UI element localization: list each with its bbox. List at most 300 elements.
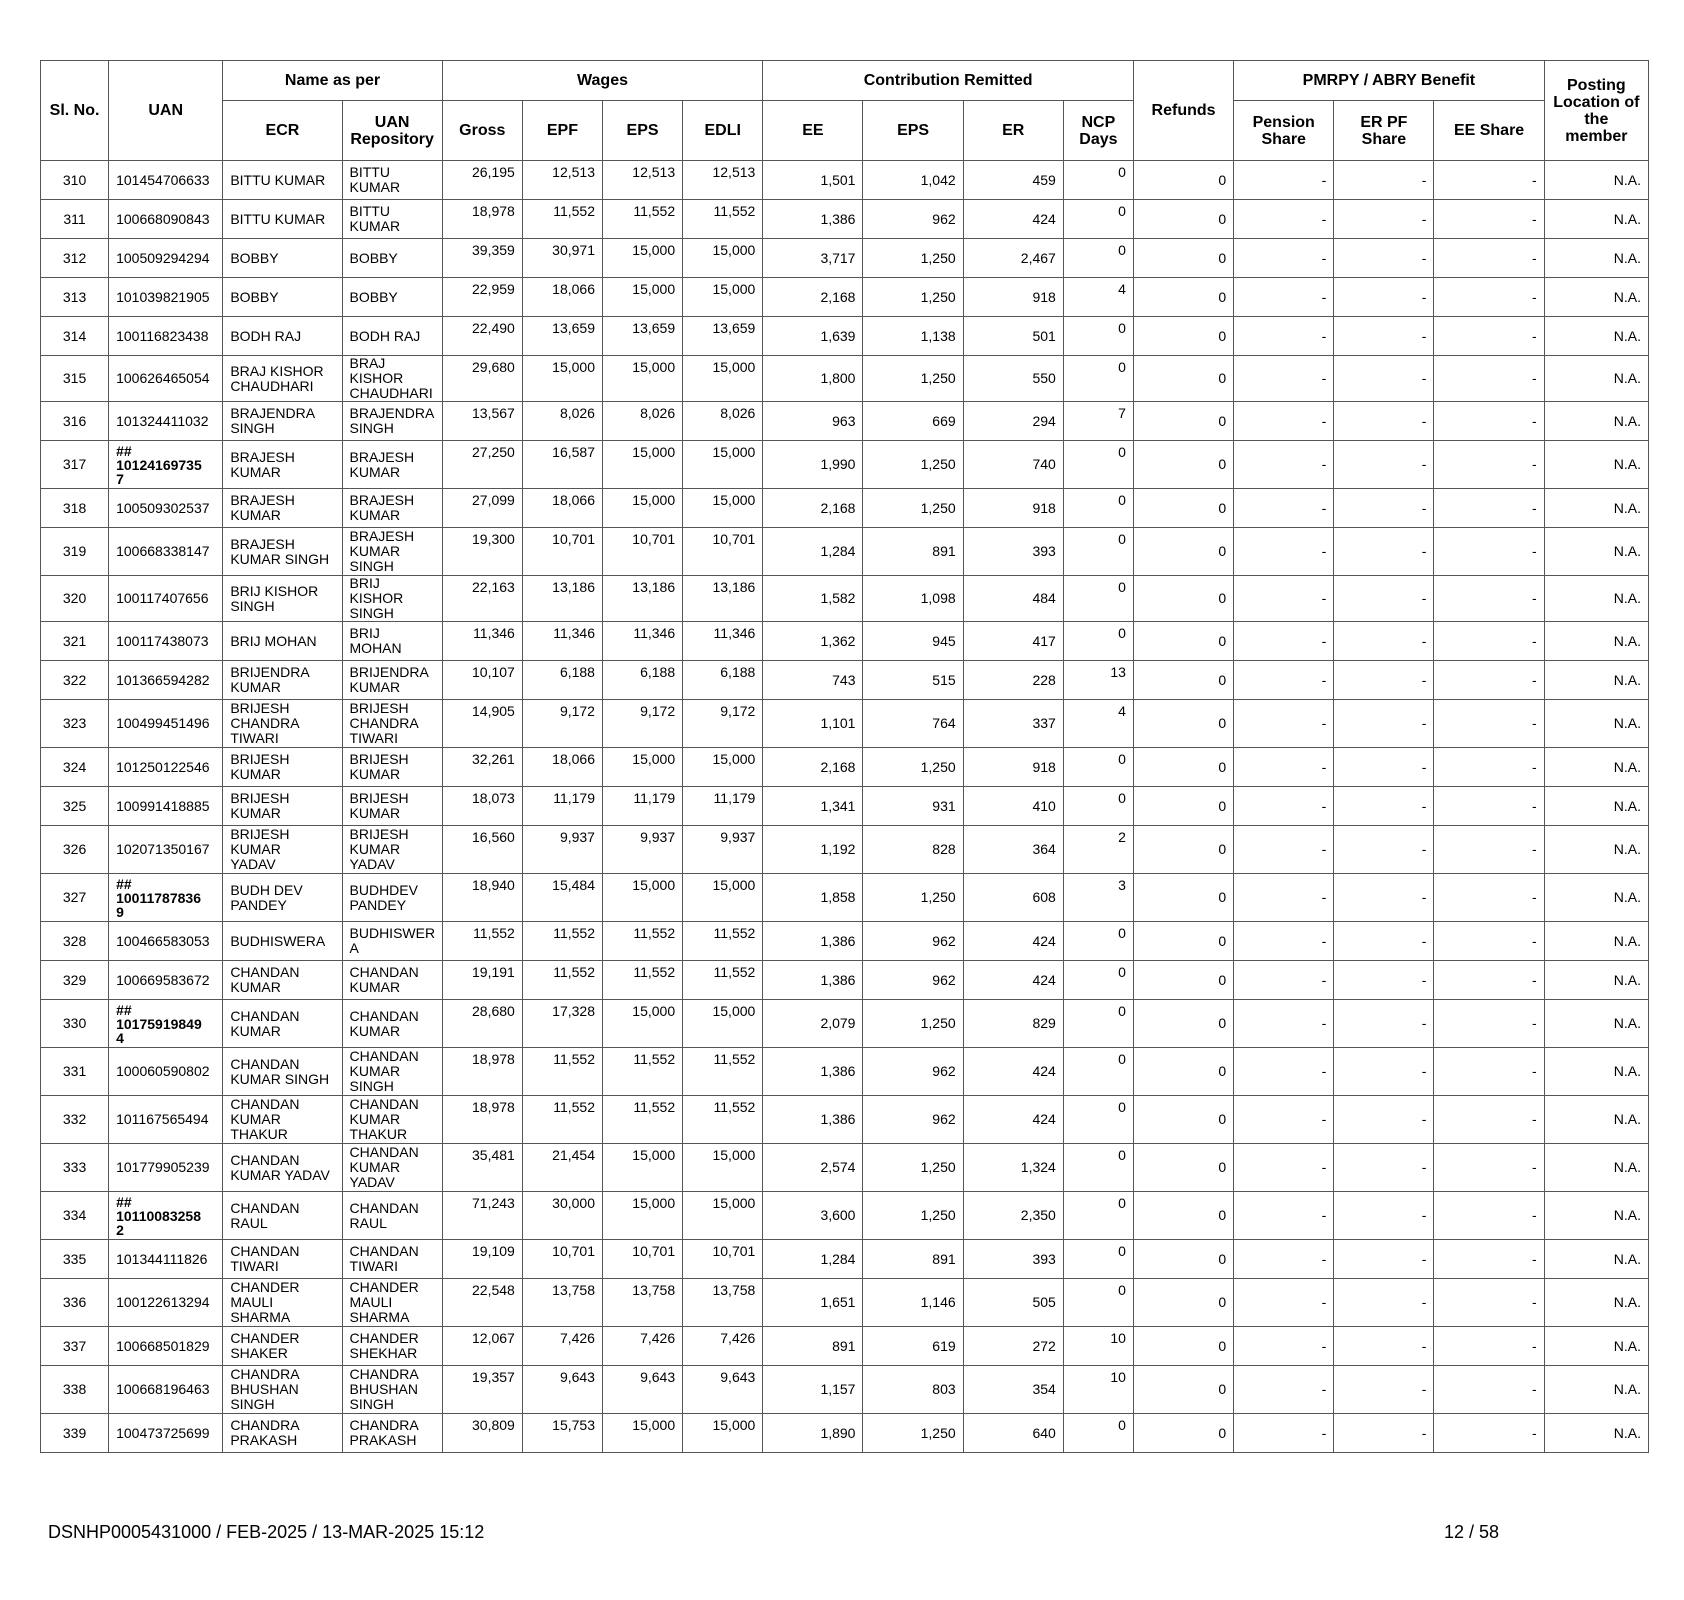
cell-uan-repository-name: BRIJESH KUMAR xyxy=(342,748,442,787)
cell-eps-contribution: 828 xyxy=(863,826,963,874)
cell-ecr-name: BRAJESH KUMAR SINGH xyxy=(223,528,342,576)
cell-pension-share: - xyxy=(1234,748,1334,787)
cell-uan-repository-name: CHANDER SHEKHAR xyxy=(342,1327,442,1366)
cell-eps-wages: 15,000 xyxy=(602,489,682,528)
cell-uan: 100060590802 xyxy=(109,1048,223,1096)
cell-gross-wages: 18,978 xyxy=(442,1048,522,1096)
document-reference: DSNHP0005431000 / FEB-2025 / 13-MAR-2025 15:12 xyxy=(48,1522,485,1542)
cell-uan: 102071350167 xyxy=(109,826,223,874)
cell-er-pf-share: - xyxy=(1334,576,1434,622)
header-ecr: ECR xyxy=(223,101,342,161)
table-row xyxy=(41,1192,1649,1240)
table-row xyxy=(41,278,1649,317)
cell-posting-location: N.A. xyxy=(1544,1366,1648,1414)
cell-eps-wages: 15,000 xyxy=(602,1000,682,1048)
cell-epf-wages: 18,066 xyxy=(522,748,602,787)
cell-ecr-name: BUDH DEV PANDEY xyxy=(223,874,342,922)
cell-ee-share: - xyxy=(1434,622,1544,661)
cell-ee-share: - xyxy=(1434,1048,1544,1096)
cell-ecr-name: BRIJESH CHANDRA TIWARI xyxy=(223,700,342,748)
cell-eps-contribution: 962 xyxy=(863,1096,963,1144)
cell-eps-contribution: 962 xyxy=(863,922,963,961)
cell-pension-share: - xyxy=(1234,489,1334,528)
cell-eps-contribution: 1,138 xyxy=(863,317,963,356)
cell-posting-location: N.A. xyxy=(1544,826,1648,874)
cell-sl-no: 320 xyxy=(41,576,109,622)
cell-er-pf-share: - xyxy=(1334,402,1434,441)
cell-uan-repository-name: BRIJENDRA KUMAR xyxy=(342,661,442,700)
cell-er-pf-share: - xyxy=(1334,441,1434,489)
cell-ee: 2,079 xyxy=(763,1000,863,1048)
cell-gross-wages: 11,346 xyxy=(442,622,522,661)
cell-edli-wages: 15,000 xyxy=(683,1144,763,1192)
cell-gross-wages: 19,300 xyxy=(442,528,522,576)
cell-ee-share: - xyxy=(1434,826,1544,874)
cell-sl-no: 333 xyxy=(41,1144,109,1192)
cell-er-pf-share: - xyxy=(1334,1048,1434,1096)
cell-gross-wages: 10,107 xyxy=(442,661,522,700)
cell-ee: 1,157 xyxy=(763,1366,863,1414)
cell-edli-wages: 13,758 xyxy=(683,1279,763,1327)
cell-er-pf-share: - xyxy=(1334,528,1434,576)
cell-ecr-name: CHANDAN KUMAR xyxy=(223,1000,342,1048)
cell-pension-share: - xyxy=(1234,826,1334,874)
cell-pension-share: - xyxy=(1234,1327,1334,1366)
cell-refunds: 0 xyxy=(1133,489,1233,528)
cell-refunds: 0 xyxy=(1133,402,1233,441)
cell-ecr-name: BRIJENDRA KUMAR xyxy=(223,661,342,700)
cell-er-pf-share: - xyxy=(1334,278,1434,317)
cell-ncp-days: 0 xyxy=(1063,317,1133,356)
cell-eps-contribution: 764 xyxy=(863,700,963,748)
cell-refunds: 0 xyxy=(1133,961,1233,1000)
cell-uan: 101250122546 xyxy=(109,748,223,787)
cell-ee-share: - xyxy=(1434,1366,1544,1414)
table-row xyxy=(41,622,1649,661)
cell-edli-wages: 8,026 xyxy=(683,402,763,441)
table-row xyxy=(41,239,1649,278)
cell-er: 424 xyxy=(963,1048,1063,1096)
cell-er-pf-share: - xyxy=(1334,826,1434,874)
cell-eps-wages: 7,426 xyxy=(602,1327,682,1366)
cell-er-pf-share: - xyxy=(1334,961,1434,1000)
cell-eps-contribution: 1,250 xyxy=(863,874,963,922)
cell-er: 424 xyxy=(963,1096,1063,1144)
cell-pension-share: - xyxy=(1234,1000,1334,1048)
cell-epf-wages: 9,643 xyxy=(522,1366,602,1414)
cell-gross-wages: 16,560 xyxy=(442,826,522,874)
cell-eps-wages: 6,188 xyxy=(602,661,682,700)
table-row xyxy=(41,489,1649,528)
cell-ncp-days: 0 xyxy=(1063,622,1133,661)
cell-pension-share: - xyxy=(1234,402,1334,441)
cell-uan-repository-name: BITTU KUMAR xyxy=(342,200,442,239)
table-row xyxy=(41,441,1649,489)
cell-gross-wages: 35,481 xyxy=(442,1144,522,1192)
cell-ncp-days: 0 xyxy=(1063,528,1133,576)
cell-posting-location: N.A. xyxy=(1544,1279,1648,1327)
cell-ee: 1,284 xyxy=(763,528,863,576)
cell-posting-location: N.A. xyxy=(1544,1240,1648,1279)
cell-sl-no: 334 xyxy=(41,1192,109,1240)
cell-ncp-days: 0 xyxy=(1063,239,1133,278)
cell-ncp-days: 10 xyxy=(1063,1327,1133,1366)
cell-er-pf-share: - xyxy=(1334,661,1434,700)
cell-er: 410 xyxy=(963,787,1063,826)
cell-ee-share: - xyxy=(1434,748,1544,787)
table-row xyxy=(41,826,1649,874)
cell-ncp-days: 0 xyxy=(1063,576,1133,622)
cell-refunds: 0 xyxy=(1133,1144,1233,1192)
cell-eps-contribution: 962 xyxy=(863,961,963,1000)
table-row xyxy=(41,1327,1649,1366)
cell-er: 501 xyxy=(963,317,1063,356)
cell-uan: 101324411032 xyxy=(109,402,223,441)
cell-er: 393 xyxy=(963,1240,1063,1279)
cell-gross-wages: 29,680 xyxy=(442,356,522,402)
cell-ncp-days: 0 xyxy=(1063,787,1133,826)
cell-epf-wages: 11,552 xyxy=(522,1096,602,1144)
cell-gross-wages: 19,357 xyxy=(442,1366,522,1414)
cell-ee: 1,858 xyxy=(763,874,863,922)
cell-eps-wages: 15,000 xyxy=(602,278,682,317)
cell-posting-location: N.A. xyxy=(1544,356,1648,402)
cell-uan-repository-name: CHANDRA BHUSHAN SINGH xyxy=(342,1366,442,1414)
ecr-members-table xyxy=(40,60,1649,1453)
cell-epf-wages: 11,552 xyxy=(522,922,602,961)
table-row xyxy=(41,1144,1649,1192)
table-row xyxy=(41,1366,1649,1414)
cell-er: 918 xyxy=(963,278,1063,317)
cell-posting-location: N.A. xyxy=(1544,622,1648,661)
cell-ee-share: - xyxy=(1434,1327,1544,1366)
table-row xyxy=(41,1096,1649,1144)
cell-ncp-days: 0 xyxy=(1063,961,1133,1000)
cell-ecr-name: CHANDAN KUMAR SINGH xyxy=(223,1048,342,1096)
cell-sl-no: 323 xyxy=(41,700,109,748)
cell-pension-share: - xyxy=(1234,200,1334,239)
cell-ecr-name: CHANDAN KUMAR xyxy=(223,961,342,1000)
cell-epf-wages: 11,179 xyxy=(522,787,602,826)
cell-ee: 1,386 xyxy=(763,1096,863,1144)
cell-ee-share: - xyxy=(1434,1144,1544,1192)
cell-uan-repository-name: CHANDAN TIWARI xyxy=(342,1240,442,1279)
header-pmrpy-abry: PMRPY / ABRY Benefit xyxy=(1234,61,1545,101)
cell-sl-no: 311 xyxy=(41,200,109,239)
cell-refunds: 0 xyxy=(1133,922,1233,961)
cell-eps-contribution: 945 xyxy=(863,622,963,661)
cell-er-pf-share: - xyxy=(1334,1240,1434,1279)
cell-edli-wages: 15,000 xyxy=(683,1414,763,1453)
cell-uan-repository-name: BUDHDEV PANDEY xyxy=(342,874,442,922)
cell-epf-wages: 6,188 xyxy=(522,661,602,700)
cell-er-pf-share: - xyxy=(1334,1144,1434,1192)
cell-ee-share: - xyxy=(1434,200,1544,239)
cell-ee: 1,386 xyxy=(763,961,863,1000)
cell-ee-share: - xyxy=(1434,922,1544,961)
cell-gross-wages: 22,163 xyxy=(442,576,522,622)
cell-uan-repository-name: BITTU KUMAR xyxy=(342,161,442,200)
cell-ecr-name: BRAJESH KUMAR xyxy=(223,489,342,528)
cell-ncp-days: 3 xyxy=(1063,874,1133,922)
cell-ee: 3,600 xyxy=(763,1192,863,1240)
cell-posting-location: N.A. xyxy=(1544,317,1648,356)
cell-sl-no: 324 xyxy=(41,748,109,787)
cell-posting-location: N.A. xyxy=(1544,874,1648,922)
cell-edli-wages: 11,552 xyxy=(683,1096,763,1144)
cell-ncp-days: 0 xyxy=(1063,1240,1133,1279)
cell-sl-no: 312 xyxy=(41,239,109,278)
cell-ncp-days: 13 xyxy=(1063,661,1133,700)
cell-posting-location: N.A. xyxy=(1544,278,1648,317)
cell-gross-wages: 30,809 xyxy=(442,1414,522,1453)
cell-ee-share: - xyxy=(1434,356,1544,402)
cell-uan-repository-name: BRIJESH KUMAR YADAV xyxy=(342,826,442,874)
cell-er: 918 xyxy=(963,748,1063,787)
cell-ncp-days: 0 xyxy=(1063,1048,1133,1096)
cell-refunds: 0 xyxy=(1133,661,1233,700)
cell-edli-wages: 7,426 xyxy=(683,1327,763,1366)
cell-pension-share: - xyxy=(1234,1414,1334,1453)
cell-er: 393 xyxy=(963,528,1063,576)
cell-eps-wages: 11,552 xyxy=(602,961,682,1000)
cell-eps-wages: 11,552 xyxy=(602,1048,682,1096)
cell-gross-wages: 71,243 xyxy=(442,1192,522,1240)
cell-epf-wages: 15,484 xyxy=(522,874,602,922)
cell-ecr-name: CHANDRA PRAKASH xyxy=(223,1414,342,1453)
cell-edli-wages: 13,659 xyxy=(683,317,763,356)
cell-pension-share: - xyxy=(1234,1366,1334,1414)
cell-uan-repository-name: BRAJESH KUMAR SINGH xyxy=(342,528,442,576)
cell-eps-wages: 15,000 xyxy=(602,748,682,787)
cell-ncp-days: 0 xyxy=(1063,1144,1133,1192)
cell-pension-share: - xyxy=(1234,700,1334,748)
cell-ncp-days: 0 xyxy=(1063,1279,1133,1327)
cell-ee: 1,582 xyxy=(763,576,863,622)
cell-ee-share: - xyxy=(1434,317,1544,356)
cell-uan: 100626465054 xyxy=(109,356,223,402)
cell-posting-location: N.A. xyxy=(1544,239,1648,278)
cell-uan-repository-name: BRAJ KISHOR CHAUDHARI xyxy=(342,356,442,402)
cell-uan-repository-name: CHANDER MAULI SHARMA xyxy=(342,1279,442,1327)
cell-posting-location: N.A. xyxy=(1544,700,1648,748)
cell-posting-location: N.A. xyxy=(1544,1192,1648,1240)
cell-pension-share: - xyxy=(1234,1096,1334,1144)
cell-ee: 2,168 xyxy=(763,748,863,787)
cell-sl-no: 338 xyxy=(41,1366,109,1414)
cell-ee-share: - xyxy=(1434,402,1544,441)
cell-posting-location: N.A. xyxy=(1544,922,1648,961)
cell-ncp-days: 0 xyxy=(1063,1000,1133,1048)
cell-epf-wages: 17,328 xyxy=(522,1000,602,1048)
cell-refunds: 0 xyxy=(1133,317,1233,356)
cell-pension-share: - xyxy=(1234,961,1334,1000)
cell-ee-share: - xyxy=(1434,161,1544,200)
cell-epf-wages: 13,758 xyxy=(522,1279,602,1327)
header-er: ER xyxy=(963,101,1063,161)
cell-sl-no: 337 xyxy=(41,1327,109,1366)
cell-refunds: 0 xyxy=(1133,441,1233,489)
cell-uan-repository-name: CHANDAN RAUL xyxy=(342,1192,442,1240)
cell-ncp-days: 0 xyxy=(1063,1096,1133,1144)
table-row xyxy=(41,1414,1649,1453)
cell-eps-wages: 11,179 xyxy=(602,787,682,826)
cell-eps-wages: 8,026 xyxy=(602,402,682,441)
cell-ecr-name: BRIJ MOHAN xyxy=(223,622,342,661)
cell-eps-wages: 15,000 xyxy=(602,1144,682,1192)
cell-ee: 2,168 xyxy=(763,489,863,528)
cell-er: 459 xyxy=(963,161,1063,200)
cell-sl-no: 336 xyxy=(41,1279,109,1327)
cell-gross-wages: 22,548 xyxy=(442,1279,522,1327)
page-number: 12 / 58 xyxy=(1444,1522,1500,1542)
header-pension-share: Pension Share xyxy=(1234,101,1334,161)
cell-sl-no: 326 xyxy=(41,826,109,874)
header-uan: UAN xyxy=(109,61,223,161)
cell-er: 417 xyxy=(963,622,1063,661)
cell-epf-wages: 16,587 xyxy=(522,441,602,489)
cell-er: 550 xyxy=(963,356,1063,402)
cell-refunds: 0 xyxy=(1133,1000,1233,1048)
cell-ee-share: - xyxy=(1434,239,1544,278)
cell-uan: 100117438073 xyxy=(109,622,223,661)
cell-gross-wages: 39,359 xyxy=(442,239,522,278)
cell-eps-wages: 15,000 xyxy=(602,1414,682,1453)
cell-ncp-days: 0 xyxy=(1063,161,1133,200)
cell-refunds: 0 xyxy=(1133,576,1233,622)
table-row xyxy=(41,661,1649,700)
cell-epf-wages: 10,701 xyxy=(522,1240,602,1279)
cell-ee-share: - xyxy=(1434,1000,1544,1048)
cell-sl-no: 325 xyxy=(41,787,109,826)
cell-eps-contribution: 619 xyxy=(863,1327,963,1366)
header-ee-share: EE Share xyxy=(1434,101,1544,161)
cell-eps-contribution: 1,250 xyxy=(863,441,963,489)
cell-ecr-name: BITTU KUMAR xyxy=(223,161,342,200)
cell-gross-wages: 13,567 xyxy=(442,402,522,441)
cell-posting-location: N.A. xyxy=(1544,1414,1648,1453)
cell-refunds: 0 xyxy=(1133,1048,1233,1096)
cell-eps-wages: 11,552 xyxy=(602,200,682,239)
cell-epf-wages: 7,426 xyxy=(522,1327,602,1366)
cell-er-pf-share: - xyxy=(1334,622,1434,661)
cell-refunds: 0 xyxy=(1133,874,1233,922)
cell-epf-wages: 15,000 xyxy=(522,356,602,402)
header-eps-contribution: EPS xyxy=(863,101,963,161)
cell-epf-wages: 15,753 xyxy=(522,1414,602,1453)
cell-refunds: 0 xyxy=(1133,1327,1233,1366)
cell-ee-share: - xyxy=(1434,1414,1544,1453)
cell-uan: ## 10175919849 4 xyxy=(109,1000,223,1048)
cell-edli-wages: 15,000 xyxy=(683,1192,763,1240)
cell-ncp-days: 0 xyxy=(1063,922,1133,961)
cell-er-pf-share: - xyxy=(1334,1000,1434,1048)
cell-uan: 100668090843 xyxy=(109,200,223,239)
cell-edli-wages: 6,188 xyxy=(683,661,763,700)
cell-eps-contribution: 1,098 xyxy=(863,576,963,622)
cell-er-pf-share: - xyxy=(1334,200,1434,239)
cell-refunds: 0 xyxy=(1133,787,1233,826)
cell-edli-wages: 15,000 xyxy=(683,441,763,489)
cell-edli-wages: 12,513 xyxy=(683,161,763,200)
cell-ecr-name: CHANDAN RAUL xyxy=(223,1192,342,1240)
cell-epf-wages: 8,026 xyxy=(522,402,602,441)
cell-uan: 101039821905 xyxy=(109,278,223,317)
cell-er: 354 xyxy=(963,1366,1063,1414)
cell-refunds: 0 xyxy=(1133,200,1233,239)
cell-uan: 100509302537 xyxy=(109,489,223,528)
cell-uan-repository-name: BODH RAJ xyxy=(342,317,442,356)
cell-eps-contribution: 962 xyxy=(863,1048,963,1096)
cell-er: 2,467 xyxy=(963,239,1063,278)
cell-sl-no: 321 xyxy=(41,622,109,661)
cell-gross-wages: 18,940 xyxy=(442,874,522,922)
cell-ee-share: - xyxy=(1434,576,1544,622)
header-refunds: Refunds xyxy=(1133,61,1233,161)
cell-eps-contribution: 1,250 xyxy=(863,489,963,528)
cell-edli-wages: 9,937 xyxy=(683,826,763,874)
table-row xyxy=(41,874,1649,922)
cell-uan-repository-name: BRIJ MOHAN xyxy=(342,622,442,661)
cell-ncp-days: 0 xyxy=(1063,748,1133,787)
table-row xyxy=(41,200,1649,239)
cell-uan-repository-name: CHANDAN KUMAR xyxy=(342,1000,442,1048)
header-edli: EDLI xyxy=(683,101,763,161)
cell-uan: 100668501829 xyxy=(109,1327,223,1366)
cell-posting-location: N.A. xyxy=(1544,961,1648,1000)
cell-posting-location: N.A. xyxy=(1544,200,1648,239)
cell-ecr-name: BODH RAJ xyxy=(223,317,342,356)
cell-edli-wages: 15,000 xyxy=(683,489,763,528)
cell-pension-share: - xyxy=(1234,356,1334,402)
cell-sl-no: 322 xyxy=(41,661,109,700)
cell-epf-wages: 10,701 xyxy=(522,528,602,576)
cell-ecr-name: CHANDER MAULI SHARMA xyxy=(223,1279,342,1327)
cell-refunds: 0 xyxy=(1133,239,1233,278)
cell-uan-repository-name: CHANDAN KUMAR SINGH xyxy=(342,1048,442,1096)
cell-eps-wages: 15,000 xyxy=(602,1192,682,1240)
cell-edli-wages: 15,000 xyxy=(683,874,763,922)
cell-ecr-name: CHANDAN KUMAR YADAV xyxy=(223,1144,342,1192)
cell-eps-wages: 9,937 xyxy=(602,826,682,874)
header-sl-no: Sl. No. xyxy=(41,61,109,161)
cell-er: 829 xyxy=(963,1000,1063,1048)
cell-uan: 100116823438 xyxy=(109,317,223,356)
cell-eps-contribution: 1,250 xyxy=(863,1144,963,1192)
header-wages: Wages xyxy=(442,61,763,101)
cell-ee: 1,651 xyxy=(763,1279,863,1327)
cell-sl-no: 328 xyxy=(41,922,109,961)
cell-eps-contribution: 1,042 xyxy=(863,161,963,200)
cell-eps-contribution: 891 xyxy=(863,1240,963,1279)
cell-epf-wages: 9,172 xyxy=(522,700,602,748)
cell-edli-wages: 11,552 xyxy=(683,922,763,961)
table-row xyxy=(41,161,1649,200)
cell-uan: 100668338147 xyxy=(109,528,223,576)
cell-ecr-name: CHANDER SHAKER xyxy=(223,1327,342,1366)
cell-ecr-name: BRIJ KISHOR SINGH xyxy=(223,576,342,622)
cell-posting-location: N.A. xyxy=(1544,748,1648,787)
cell-refunds: 0 xyxy=(1133,622,1233,661)
table-row xyxy=(41,576,1649,622)
cell-edli-wages: 13,186 xyxy=(683,576,763,622)
cell-ee: 963 xyxy=(763,402,863,441)
cell-er: 918 xyxy=(963,489,1063,528)
table-row xyxy=(41,961,1649,1000)
cell-ee-share: - xyxy=(1434,489,1544,528)
cell-pension-share: - xyxy=(1234,1279,1334,1327)
cell-epf-wages: 30,000 xyxy=(522,1192,602,1240)
